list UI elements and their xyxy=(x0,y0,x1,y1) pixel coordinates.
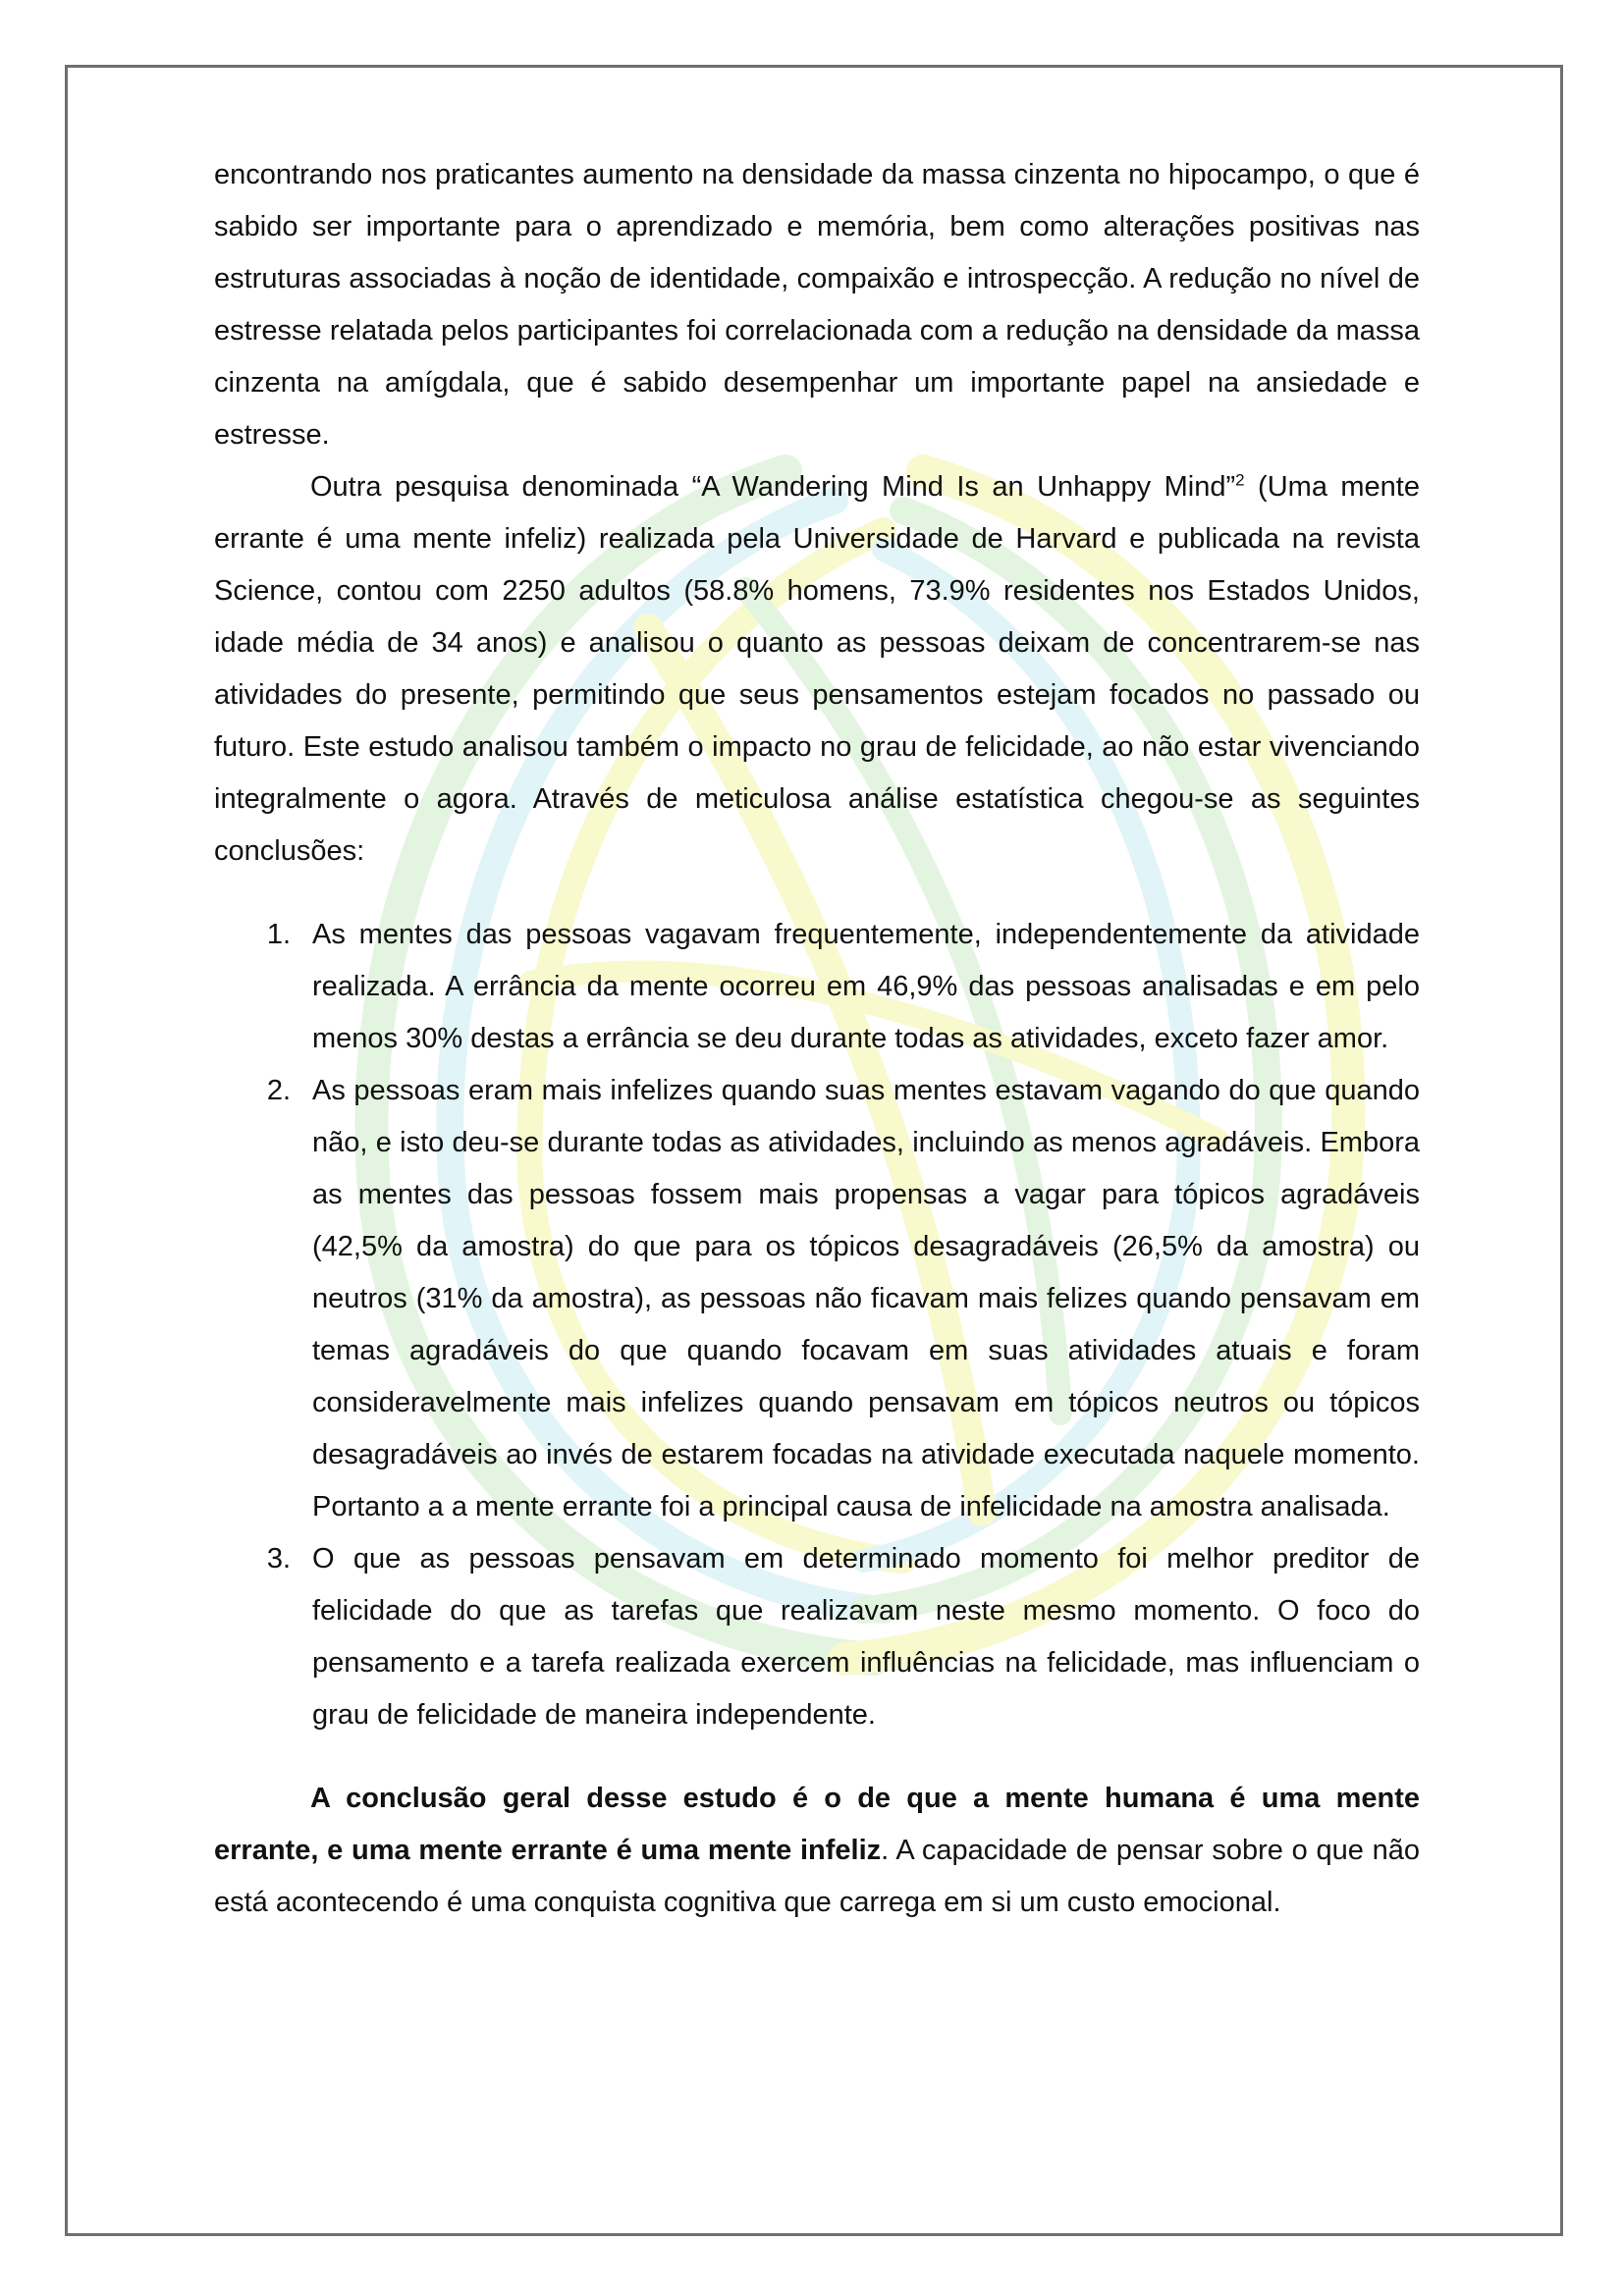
list-item xyxy=(214,1065,1420,1533)
paragraph-2-body: (Uma mente errante é uma mente infeliz) realizada pela Universidade de Harvard e publicada na revista Science, contou com 2250 adultos (58.8% homens, 73.9% residentes nos Estados Unidos, idade média de 34 anos) e analisou o quanto as pessoas deixam de concentrarem-se nas atividades do presente, permitindo que seus pensamentos estejam focados no passado ou futuro. Este estudo analisou também o impacto no grau de felicidade, ao não estar vivenciando integralmente o agora. Através de meticulosa análise estatística chegou-se as seguintes conclusões: xyxy=(214,471,1420,867)
conclusion-paragraph xyxy=(214,1773,1420,1929)
paragraph-2-lead: Outra pesquisa denominada “A Wandering Mind Is an Unhappy Mind” xyxy=(310,471,1236,503)
conclusions-list xyxy=(214,909,1420,1741)
list-item-number: 3. xyxy=(266,1543,291,1575)
list-item xyxy=(214,909,1420,1065)
paragraph-2 xyxy=(214,461,1420,878)
list-item-number: 1. xyxy=(266,919,291,950)
list-item-text: As mentes das pessoas vagavam frequentemente, independentemente da atividade realizada. A errância da mente ocorreu em 46,9% das pessoas analisadas e em pelo menos 30% destas a errância se deu durante todas as atividades, exceto fazer amor. xyxy=(312,919,1420,1054)
conclusion-rest: . A capacidade de pensar sobre o que não está acontecendo é uma conquista cognitiva que carrega em si um custo emocional. xyxy=(214,1835,1420,1918)
paragraph-1: encontrando nos praticantes aumento na densidade da massa cinzenta no hipocampo, o que é sabido ser importante para o aprendizado e memória, bem como alterações positivas nas estruturas associadas à noção de identidade, compaixão e introspecção. A redução no nível de estresse relatada pelos participantes foi correlacionada com a redução na densidade da massa cinzenta na amígdala, que é sabido desempenhar um importante papel na ansiedade e estresse. xyxy=(214,159,1420,451)
list-item xyxy=(214,1533,1420,1741)
list-item-text: As pessoas eram mais infelizes quando suas mentes estavam vagando do que quando não, e isto deu-se durante todas as atividades, incluindo as menos agradáveis. Embora as mentes das pessoas fossem mais propensas a vagar para tópicos agradáveis (42,5% da amostra) do que para os tópicos desagradáveis (26,5% da amostra) ou neutros (31% da amostra), as pessoas não ficavam mais felizes quando pensavam em temas agradáveis do que quando focavam em suas atividades atuais e foram consideravelmente mais infelizes quando pensavam em tópicos neutros ou tópicos desagradáveis ao invés de estarem focadas na atividade executada naquele momento. Portanto a a mente errante foi a principal causa de infelicidade na amostra analisada. xyxy=(312,1075,1420,1522)
footnote-marker: 2 xyxy=(1235,470,1245,490)
list-item-number: 2. xyxy=(266,1075,291,1106)
list-item-text: O que as pessoas pensavam em determinado momento foi melhor preditor de felicidade do que as tarefas que realizavam neste mesmo momento. O foco do pensamento e a tarefa realizada exercem influências na felicidade, mas influenciam o grau de felicidade de maneira independente. xyxy=(312,1543,1420,1731)
conclusion-bold: A conclusão geral desse estudo é o de que a mente humana é uma mente errante, e uma mente errante é uma mente infeliz xyxy=(214,1783,1420,1866)
document-body xyxy=(214,149,1420,1929)
